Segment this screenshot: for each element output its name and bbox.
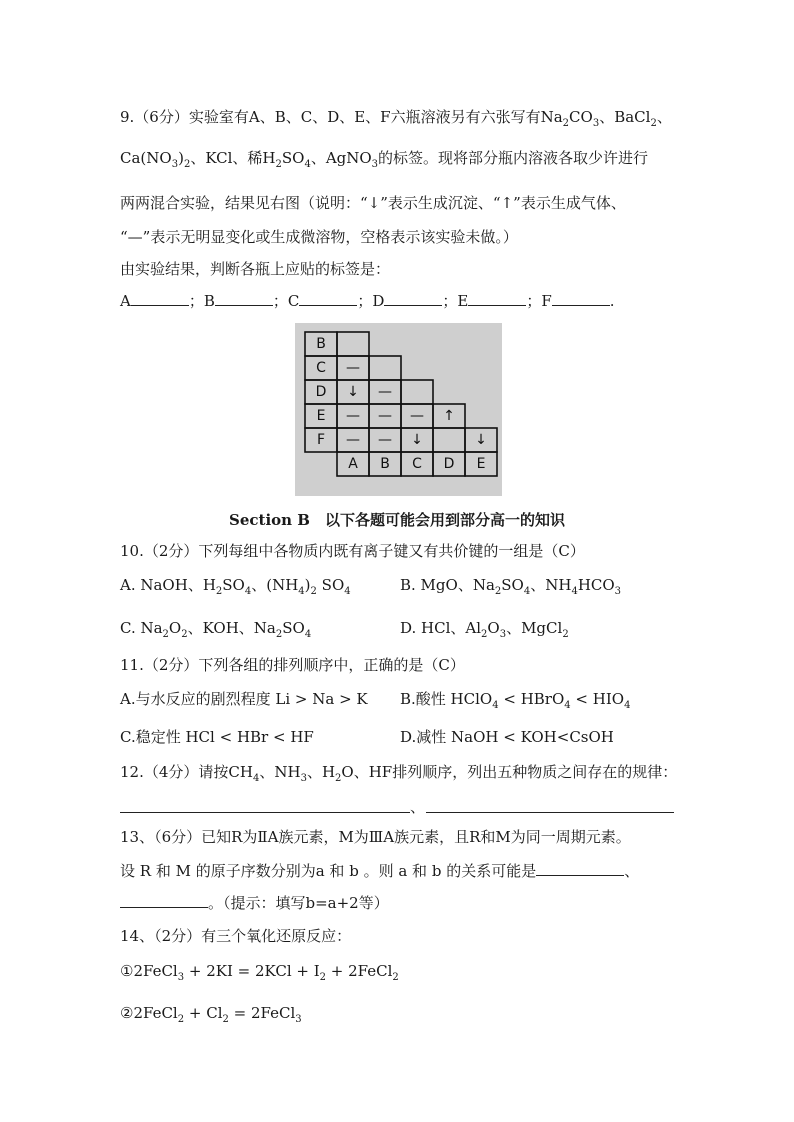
q10-stem: 10.（2分）下列每组中各物质内既有离子键又有共价键的一组是（C） — [120, 542, 585, 560]
q10-option-a: A. NaOH、$H_2SO_4$、$(NH_4)_2$ $SO_4$ — [120, 576, 351, 597]
grid-cell-mark: — — [346, 408, 360, 424]
grid-cell — [337, 332, 369, 356]
q12-answer-blank-1[interactable] — [120, 812, 410, 813]
grid-cell — [433, 428, 465, 452]
grid-cell — [401, 380, 433, 404]
q13-line-2: 设 R 和 M 的原子序数分别为a 和 b 。则 a 和 b 的关系可能是 、 — [120, 862, 640, 880]
grid-cell-mark: — — [378, 384, 392, 400]
q12-answer-blank-2[interactable] — [426, 812, 674, 813]
q10-option-c: C. $Na_2O_2$、KOH、$Na_2SO_4$ — [120, 619, 312, 640]
grid-col-label: A — [348, 456, 358, 472]
q9-answer-line: A ；B ；C ；D ；E ；F . — [120, 292, 615, 310]
answer-blank-e[interactable] — [468, 291, 526, 306]
grid-cell-mark: — — [378, 432, 392, 448]
reaction-grid — [295, 323, 502, 496]
grid-row-label: D — [315, 384, 327, 400]
answer-label-a: A — [120, 292, 131, 310]
grid-col-label: C — [412, 456, 422, 472]
grid-cell-mark: — — [378, 408, 392, 424]
grid-cell-mark: ↓ — [347, 384, 359, 400]
grid-cell-mark: — — [346, 360, 360, 376]
q9-line-4: “—”表示无明显变化或生成微溶物，空格表示该实验未做。） — [120, 228, 518, 246]
grid-cell-mark: ↓ — [475, 432, 487, 448]
answer-blank-b[interactable] — [215, 291, 273, 306]
answer-label-d: ；D — [357, 292, 385, 310]
answer-label-f: ；F — [526, 292, 552, 310]
q13-line-3: 。（提示：填写b=a+2等） — [120, 893, 389, 913]
answer-label-e: ；E — [442, 292, 469, 310]
q10-option-d: D. HCl、$Al_2O_3$、MgCl$_2$ — [400, 619, 569, 640]
q9-line-1: 9.（6分）实验室有A、B、C、D、E、F六瓶溶液另有六张写有$Na_2CO_3$、BaCl$_2$、 — [120, 108, 672, 129]
grid-cell-mark: ↓ — [411, 432, 423, 448]
q12-separator: 、 — [410, 798, 426, 816]
grid-cell-mark: — — [346, 432, 360, 448]
grid-col-label: D — [443, 456, 455, 472]
grid-row-label: C — [316, 360, 326, 376]
q9-line-2: $Ca(NO_3)_2$、KCl、稀$H_2SO_4$、AgNO$_3$的标签。现将部分瓶内溶液各取少许进行 — [120, 149, 649, 170]
q13-answer-blank-1[interactable] — [536, 861, 624, 876]
q11-option-d: D.减性 NaOH < KOH<CsOH — [400, 728, 614, 746]
grid-row-label: F — [316, 432, 326, 448]
grid-cell — [369, 356, 401, 380]
q10-option-b: B. MgO、$Na_2SO_4$、$NH_4HCO_3$ — [400, 576, 622, 597]
grid-col-label: E — [476, 456, 486, 472]
q11-option-a: A.与水反应的剧烈程度 Li > Na > K — [120, 690, 368, 708]
grid-cell-mark: ↑ — [443, 408, 455, 424]
reaction-grid-figure — [295, 323, 502, 496]
q9-line-5: 由实验结果，判断各瓶上应贴的标签是： — [120, 260, 391, 278]
q13-line-1: 13、（6分）已知R为ⅡA族元素，M为ⅢA族元素，且R和M为同一周期元素。 — [120, 828, 631, 846]
q14-reaction-1: ①2FeCl$_3$ + $2KI = 2KCl + I_2$ + 2FeCl$_2$ — [120, 962, 399, 983]
answer-blank-c[interactable] — [299, 291, 357, 306]
answer-blank-f[interactable] — [552, 291, 610, 306]
section-b-title: Section B 以下各题可能会用到部分高一的知识 — [229, 511, 565, 529]
q9-line-3: 两两混合实验，结果见右图（说明：“↓”表示生成沉淀、“↑”表示生成气体、 — [120, 194, 626, 212]
q12-stem: 12.（4分）请按$CH_4$、$NH_3$、$H_2O$、HF排列顺序，列出五种物质之间存在的规律： — [120, 763, 678, 784]
answer-blank-a[interactable] — [131, 291, 189, 306]
q11-option-b: B.酸性 HClO$_4$ < HBrO$_4$ < $HIO_4$ — [400, 690, 631, 711]
grid-cell-mark: — — [410, 408, 424, 424]
answer-label-b: ；B — [188, 292, 215, 310]
q11-stem: 11.（2分）下列各组的排列顺序中，正确的是（C） — [120, 656, 465, 674]
q11-option-c: C.稳定性 HCl < HBr < HF — [120, 728, 314, 746]
grid-col-label: B — [380, 456, 390, 472]
q14-reaction-2: ②2FeCl$_2$ + $Cl_2$ = 2FeCl$_3$ — [120, 1004, 302, 1025]
grid-row-label: E — [316, 408, 326, 424]
q14-stem: 14、（2分）有三个氧化还原反应： — [120, 927, 352, 945]
answer-blank-d[interactable] — [384, 291, 442, 306]
q13-answer-blank-2[interactable] — [120, 893, 208, 908]
grid-row-label: B — [316, 336, 326, 352]
answer-label-c: ；C — [272, 292, 300, 310]
